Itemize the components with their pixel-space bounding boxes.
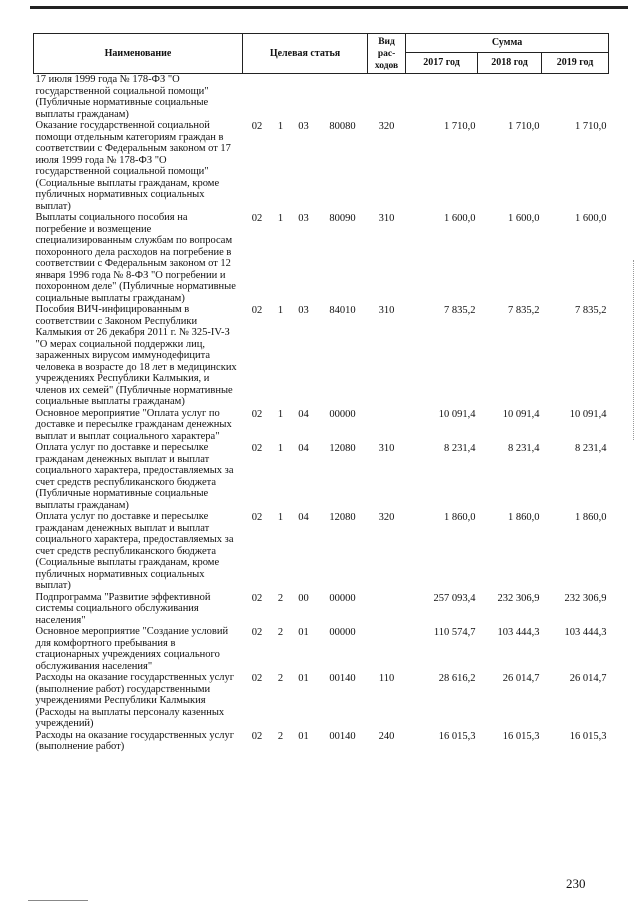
header-year-2018: 2018 год: [478, 53, 542, 74]
row-name: Расходы на оказание государственных услуг (выполнение работ) государственными учреждениями Республики Калмыкия (Расходы на выплаты персоналу казенных учреждений): [35, 672, 235, 729]
row-name: Оплата услуг по доставке и пересылке гражданам денежных выплат и выплат социального характера, предоставляемых за счет средств республиканского бюджета (Публичные нормативные социальные выплаты гражданам): [35, 442, 234, 511]
header-row-1: [34, 34, 609, 53]
sum-2019: 1 710,0: [575, 121, 607, 132]
code-event: 04: [298, 408, 309, 420]
code-program: 02: [251, 305, 263, 316]
sum-2018: 232 306,9: [497, 592, 540, 604]
code-subprogram: 1: [277, 443, 284, 454]
table-row: [34, 408, 609, 443]
row-name: Оказание государственной социальной помощи отдельным категориям граждан в соответствии с Федеральным законом от 17 июля 1999 года № 178-ФЗ "О государственной социальной помощи" (Социальные выплаты гражданам, кроме публичных нормативных социальных выплат): [35, 120, 231, 212]
table-row: [34, 730, 609, 753]
code-subprogram: 1: [277, 408, 284, 420]
expense-type: [368, 592, 406, 627]
sum-2017: 1 860,0: [444, 512, 476, 523]
code-event: 03: [298, 121, 309, 132]
row-name: Подпрограмма "Развитие эффективной системы социального обслуживания населения": [35, 591, 211, 626]
sum-2019: 1 600,0: [575, 213, 607, 224]
code-event: 04: [298, 443, 309, 454]
budget-table: [33, 33, 609, 753]
table-row: [34, 626, 609, 672]
code-direction: 84010: [329, 305, 356, 316]
code-direction: 12080: [329, 512, 356, 523]
sum-2018: 26 014,7: [502, 673, 540, 684]
header-year-2019: 2019 год: [542, 53, 609, 74]
top-rule: [30, 6, 628, 9]
code-direction: 00140: [329, 673, 356, 684]
expense-type: [368, 408, 406, 443]
row-name: Основное мероприятие "Создание условий для комфортного пребывания в стационарных учреждениях социального обслуживания населения": [35, 626, 229, 672]
sum-2019: 10 091,4: [569, 408, 607, 420]
code-subprogram: 1: [277, 213, 284, 224]
code-program: 02: [251, 592, 263, 604]
sum-2018: 1 860,0: [508, 512, 540, 523]
code-subprogram: 1: [277, 121, 284, 132]
sum-2018: 103 444,3: [497, 627, 540, 638]
expense-type: 310: [378, 443, 395, 454]
code-program: 02: [251, 408, 263, 420]
sum-2018: 7 835,2: [508, 305, 540, 316]
code-subprogram: 2: [277, 730, 284, 742]
sum-2017: [406, 74, 478, 121]
header-target: Целевая статья: [243, 34, 368, 74]
row-name: Оплата услуг по доставке и пересылке гражданам денежных выплат и выплат социального характера, предоставляемых за счет средств республиканского бюджета (Социальные выплаты гражданам, кроме публичных нормативных социальных выплат): [35, 511, 234, 591]
code-event: 00: [298, 592, 309, 604]
table-row: [34, 511, 609, 592]
table-row: [34, 592, 609, 627]
row-name: Пособия ВИЧ-инфицированным в соответствии с Законом Республики Калмыкия от 26 декабря 2011 г. № 325-IV-З "О мерах социальной поддержки лиц, зараженных вирусом иммунодефицита человека в возрасте до 18 лет в медицинских учреждениях Республики Калмыкия, и членов их семей" (Публичные нормативные социальные выплаты гражданам): [35, 304, 237, 407]
code-subprogram: 1: [277, 305, 284, 316]
sum-2018: 8 231,4: [508, 443, 540, 454]
sum-2019: 26 014,7: [569, 673, 607, 684]
code-direction: 80080: [329, 121, 356, 132]
code-direction: 00000: [329, 627, 356, 638]
scan-edge-mark: [633, 260, 636, 440]
sum-2019: 16 015,3: [569, 730, 607, 742]
code-direction: 00000: [329, 408, 356, 420]
code-event: 01: [298, 673, 309, 684]
sum-2019: 7 835,2: [575, 305, 607, 316]
bottom-rule: [28, 900, 88, 901]
table-row: [34, 672, 609, 730]
code-program: 02: [251, 213, 263, 224]
header-sum: Сумма: [406, 34, 609, 53]
code-subprogram: [272, 74, 290, 121]
code-program: 02: [251, 627, 263, 638]
code-direction: 12080: [329, 443, 356, 454]
table-row: [34, 304, 609, 408]
code-program: 02: [251, 673, 263, 684]
sum-2018: 16 015,3: [502, 730, 540, 742]
sum-2017: 1 600,0: [444, 213, 476, 224]
code-event: 01: [298, 730, 309, 742]
expense-type: 240: [378, 730, 395, 742]
sum-2018: 1 600,0: [508, 213, 540, 224]
sum-2019: 1 860,0: [575, 512, 607, 523]
sum-2017: 110 574,7: [433, 627, 476, 638]
code-subprogram: 1: [277, 512, 284, 523]
sum-2019: 232 306,9: [564, 592, 607, 604]
code-direction: [318, 74, 368, 121]
row-name: Выплаты социального пособия на погребение и возмещение специализированным службам по вопросам похоронного дела расходов на погребение в соответствии с Федеральным законом от 12 января 1996 года № 8-ФЗ "О погребении и похоронном деле" (Публичные нормативные социальные выплаты гражданам): [35, 212, 236, 304]
code-direction: 00000: [329, 592, 356, 604]
sum-2019: [542, 74, 609, 121]
sum-2017: 8 231,4: [444, 443, 476, 454]
code-subprogram: 2: [277, 627, 284, 638]
row-name: 17 июля 1999 года № 178-ФЗ "О государственной социальной помощи" (Публичные нормативные социальные выплаты гражданам): [35, 74, 209, 120]
code-program: 02: [251, 443, 263, 454]
table-row: [34, 442, 609, 511]
code-program: [243, 74, 272, 121]
sum-2018: [478, 74, 542, 121]
code-program: 02: [251, 121, 263, 132]
row-name: Расходы на оказание государственных услуг (выполнение работ): [35, 729, 235, 752]
header-year-2017: 2017 год: [406, 53, 478, 74]
expense-type: 310: [378, 305, 395, 316]
table-row: [34, 212, 609, 304]
sum-2019: 8 231,4: [575, 443, 607, 454]
expense-type: 110: [378, 673, 395, 684]
code-direction: 80090: [329, 213, 356, 224]
code-event: 03: [298, 305, 309, 316]
expense-type: 320: [378, 512, 395, 523]
code-subprogram: 2: [277, 592, 284, 604]
code-program: 02: [251, 730, 263, 742]
sum-2017: 10 091,4: [438, 408, 476, 420]
header-name: Наименование: [34, 34, 243, 74]
sum-2017: 1 710,0: [444, 121, 476, 132]
code-program: 02: [251, 512, 263, 523]
sum-2017: 28 616,2: [438, 673, 476, 684]
code-event: 04: [298, 512, 309, 523]
page-number: 230: [566, 876, 586, 891]
table-row: [34, 120, 609, 212]
expense-type: 320: [378, 121, 395, 132]
expense-type: [368, 74, 406, 121]
sum-2017: 16 015,3: [438, 730, 476, 742]
sum-2017: 7 835,2: [444, 305, 476, 316]
sum-2018: 1 710,0: [508, 121, 540, 132]
code-event: 01: [298, 627, 309, 638]
code-direction: 00140: [329, 730, 356, 742]
header-type: Вид рас- ходов: [368, 34, 406, 74]
sum-2019: 103 444,3: [564, 627, 607, 638]
code-event: 03: [298, 213, 309, 224]
code-event: [290, 74, 318, 121]
expense-type: 310: [378, 213, 395, 224]
row-name: Основное мероприятие "Оплата услуг по доставке и пересылке гражданам денежных выплат и выплат социального характера": [35, 407, 232, 442]
table-body: [34, 74, 609, 753]
sum-2018: 10 091,4: [502, 408, 540, 420]
table-row: [34, 74, 609, 121]
sum-2017: 257 093,4: [433, 592, 476, 604]
expense-type: [368, 626, 406, 672]
code-subprogram: 2: [277, 673, 284, 684]
